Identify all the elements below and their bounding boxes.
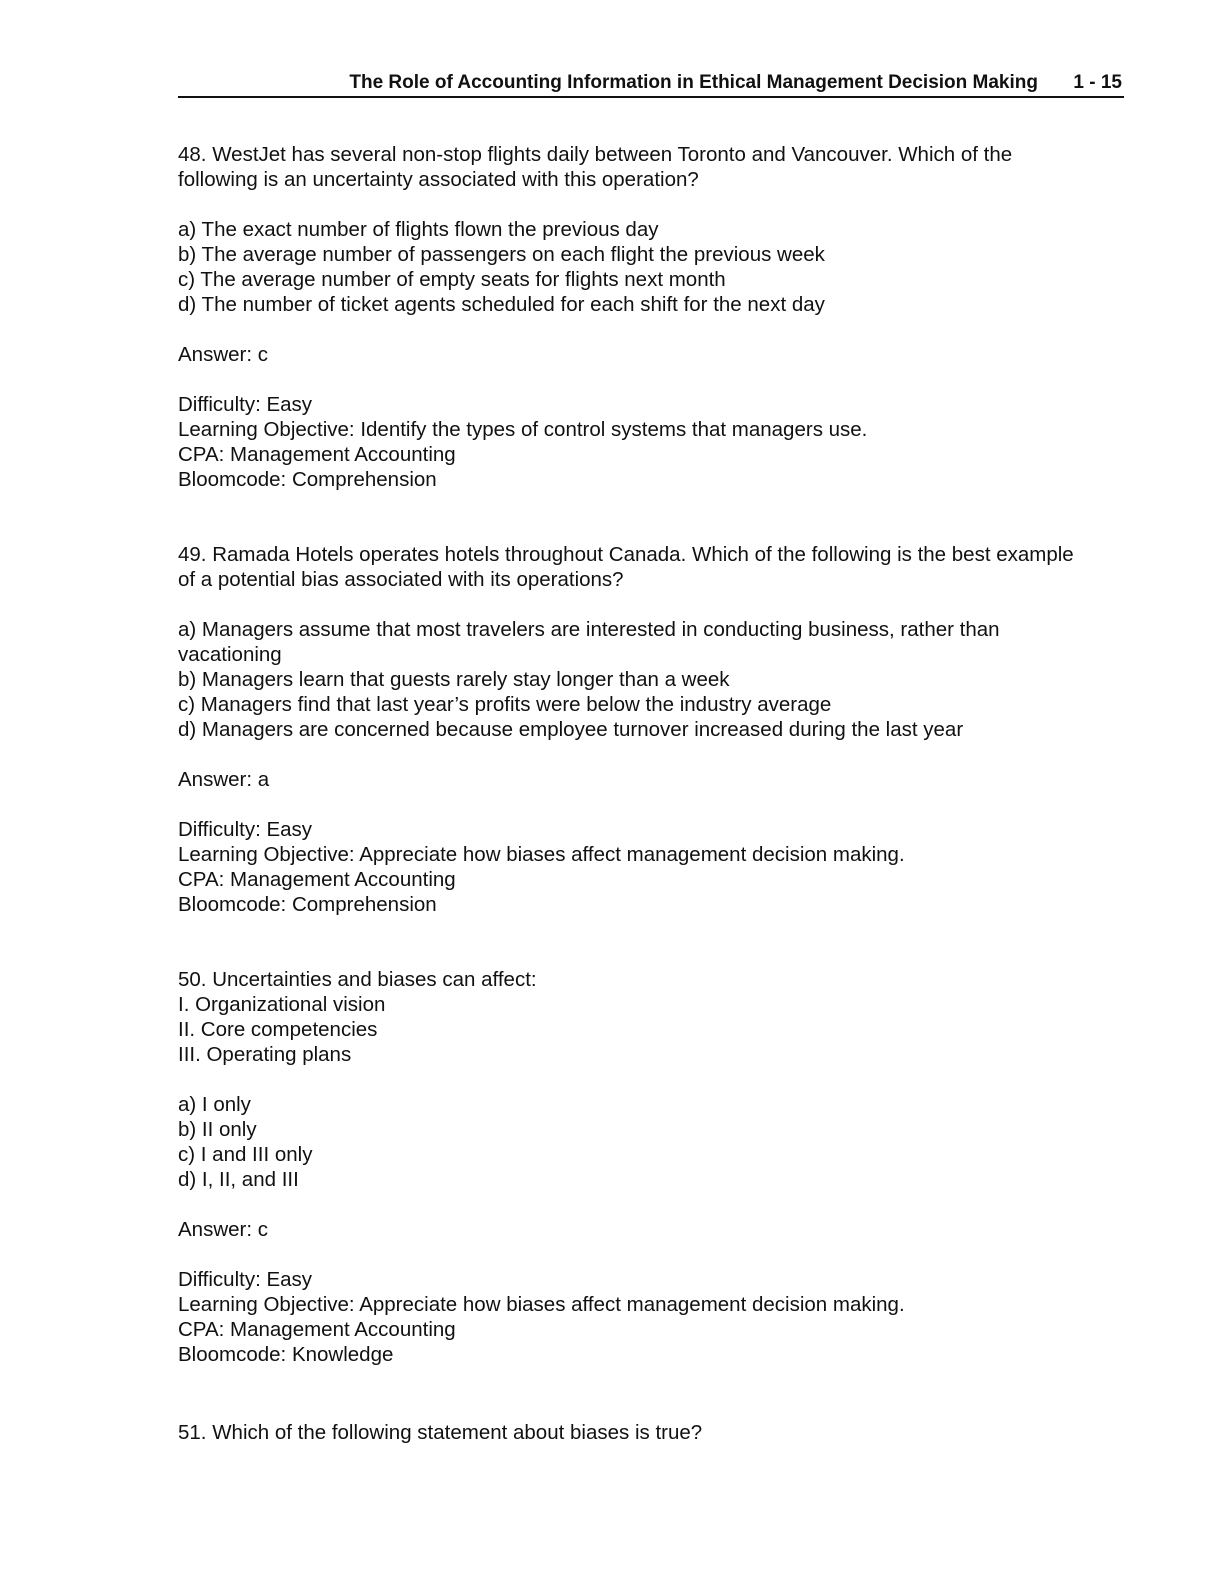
- cpa-area: CPA: Management Accounting: [178, 1318, 456, 1341]
- question-49: [178, 542, 1138, 917]
- answer-option: c) The average number of empty seats for flights next month: [178, 268, 726, 291]
- cut-off-question-51: [178, 1420, 1138, 1444]
- question-stem-line: II. Core competencies: [178, 1018, 378, 1041]
- question-stem-line: 51. Which of the following statement about biases is true?: [178, 1421, 703, 1444]
- answer-option: d) Managers are concerned because employee turnover increased during the last year: [178, 718, 964, 741]
- answer-option: c) I and III only: [178, 1143, 313, 1166]
- answer-option: b) Managers learn that guests rarely stay longer than a week: [178, 668, 730, 691]
- answer-option: a) Managers assume that most travelers are interested in conducting business, rather than: [178, 618, 1000, 641]
- learning-objective: Learning Objective: Identify the types of control systems that managers use.: [178, 418, 868, 441]
- difficulty: Difficulty: Easy: [178, 818, 313, 841]
- difficulty: Difficulty: Easy: [178, 1268, 313, 1291]
- question-stem-line: I. Organizational vision: [178, 993, 386, 1016]
- question-stem-line: 49. Ramada Hotels operates hotels throughout Canada. Which of the following is the best example: [178, 543, 1074, 566]
- learning-objective: Learning Objective: Appreciate how biases affect management decision making.: [178, 843, 905, 866]
- bloomcode: Bloomcode: Knowledge: [178, 1343, 394, 1366]
- answer-option: b) II only: [178, 1118, 257, 1141]
- answer-key: Answer: c: [178, 1218, 268, 1241]
- answer-option: a) I only: [178, 1093, 251, 1116]
- page-header: [178, 70, 1124, 98]
- answer-option: d) The number of ticket agents scheduled for each shift for the next day: [178, 293, 825, 316]
- question-stem-line: 50. Uncertainties and biases can affect:: [178, 968, 537, 991]
- running-header-title: The Role of Accounting Information in Ethical Management Decision Making: [349, 72, 1038, 93]
- question-list: [178, 142, 1138, 1367]
- question-50: [178, 967, 1138, 1367]
- question-stem-line: III. Operating plans: [178, 1043, 352, 1066]
- answer-option-continued: vacationing: [178, 643, 282, 666]
- learning-objective: Learning Objective: Appreciate how biases affect management decision making.: [178, 1293, 905, 1316]
- answer-option: c) Managers find that last year’s profits were below the industry average: [178, 693, 832, 716]
- answer-option: d) I, II, and III: [178, 1168, 299, 1191]
- cpa-area: CPA: Management Accounting: [178, 443, 456, 466]
- question-stem-line: 48. WestJet has several non-stop flights daily between Toronto and Vancouver. Which of the: [178, 143, 1013, 166]
- difficulty: Difficulty: Easy: [178, 393, 313, 416]
- bloomcode: Bloomcode: Comprehension: [178, 468, 437, 491]
- question-stem-line: following is an uncertainty associated with this operation?: [178, 168, 699, 191]
- answer-key: Answer: a: [178, 768, 270, 791]
- answer-option: b) The average number of passengers on each flight the previous week: [178, 243, 825, 266]
- cpa-area: CPA: Management Accounting: [178, 868, 456, 891]
- answer-option: a) The exact number of flights flown the previous day: [178, 218, 659, 241]
- question-48: [178, 142, 1138, 492]
- page-number: 1 - 15: [1073, 72, 1122, 93]
- question-stem-line: of a potential bias associated with its operations?: [178, 568, 624, 591]
- answer-key: Answer: c: [178, 343, 268, 366]
- bloomcode: Bloomcode: Comprehension: [178, 893, 437, 916]
